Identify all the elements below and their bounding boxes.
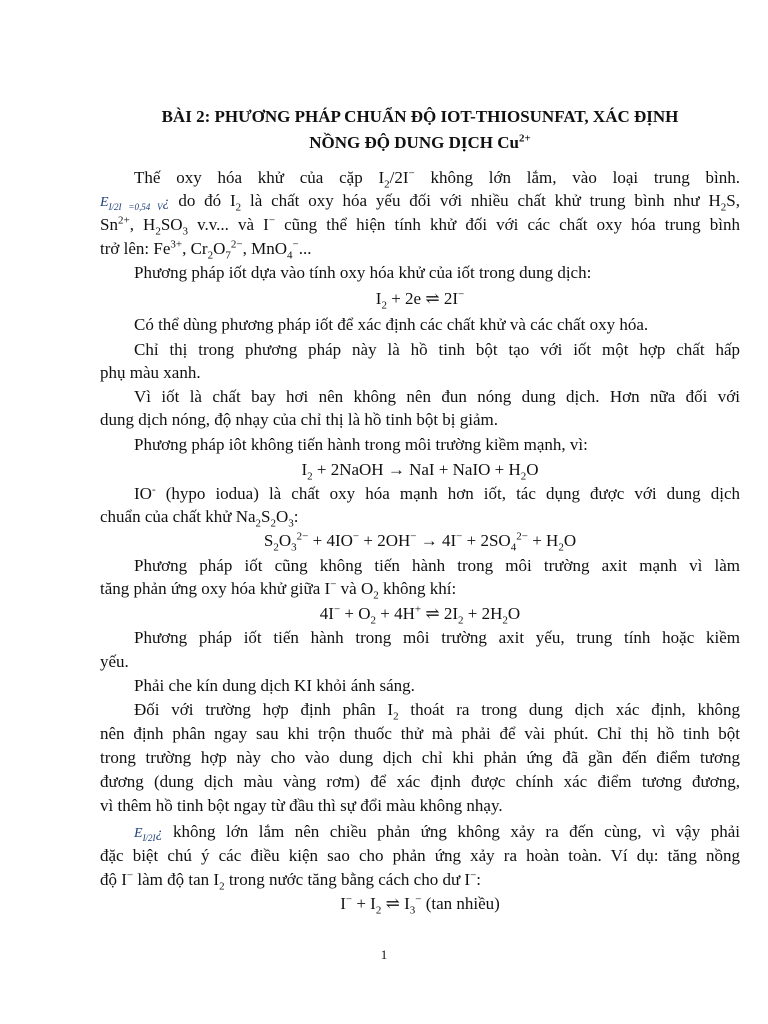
p12-line-1: $E_{I/2I}¿$ không lớn lắm nên chiều phản ứng không xảy ra đến cùng, vì vậy phải	[134, 822, 740, 843]
equation-1: $I_2 + 2e$ ⇌ 2I−	[375, 288, 465, 312]
p8-line-2: tăng phản ứng oxy hóa khử giữa I− và $O_2$ không khí:	[100, 578, 457, 602]
p1-line-1: Thế oxy hóa khử của cặp $I_2/2I^-$ không lớn lắm, vào loại trung bình.	[134, 167, 740, 191]
electrode-potential-formula: $E_{I/2I =0,54 V}¿$	[100, 195, 170, 212]
p1-line-3: $Sn^{2+}$, $H_2SO_3$ v.v... và I− cũng thể hiện tính khử đối với các chất oxy hóa trung bình	[100, 214, 740, 238]
p4-line-1: Chỉ thị trong phương pháp này là hồ tinh bột tạo với iốt một hợp chất hấp	[134, 340, 740, 359]
p8-line-1: Phương pháp iốt cũng không tiến hành trong môi trường axit mạnh vì làm	[134, 556, 740, 575]
p1-line-4: trở lên: $Fe^{3+}$, $Cr_2O_7^{2-}$, MnO$_4$−...	[100, 238, 312, 262]
page-number: 1	[380, 947, 388, 962]
p3-text: Có thể dùng phương pháp iốt để xác định các chất khử và các chất oxy hóa.	[134, 315, 649, 334]
electrode-potential-formula: $E_{I/2I}¿$	[134, 826, 163, 843]
p11-line-5: vì thêm hồ tinh bột ngay từ đầu thì sự đổi màu không nhạy.	[100, 796, 503, 815]
p9-line-2: yếu.	[100, 652, 129, 671]
p1-line-2: $E_{I/2I =0,54 V}¿$ do đó $I_2$ là chất oxy hóa yếu đối với nhiều chất khử trung bình như $H_2S$,	[100, 191, 740, 214]
p6-text: Phương pháp iôt không tiến hành trong môi trường kiềm mạnh, vì:	[134, 435, 588, 454]
p9-line-1: Phương pháp iốt tiến hành trong môi trường axit yếu, trung tính hoặc kiềm	[134, 628, 740, 647]
p11-line-1: Đối với trường hợp định phân $I_2$ thoát ra trong dung dịch xác định, không	[134, 700, 740, 723]
p7-line-1: IO- (hypo iodua) là chất oxy hóa mạnh hơn iốt, tác dụng được với dung dịch	[134, 483, 740, 503]
equation-3: $S_2O_3^{2-} + 4IO^- + 2OH^- \to 4I^- + 2SO_4^{2-} + H_2O$	[263, 530, 577, 554]
p2-text: Phương pháp iốt dựa vào tính oxy hóa khử của iốt trong dung dịch:	[134, 263, 592, 282]
p7-line-2: chuẩn của chất khử $Na_2S_2O_3$:	[100, 507, 299, 530]
p11-line-2: nên định phân ngay sau khi trộn thuốc thử mà phải để vài phút. Chỉ thị hồ tinh bột	[100, 724, 740, 743]
p5-line-1: Vì iốt là chất bay hơi nên không nên đun nóng dung dịch. Hơn nữa đối với	[134, 387, 740, 406]
p4-line-2: phụ màu xanh.	[100, 363, 201, 382]
title-line-2: NỒNG ĐỘ DUNG DỊCH $Cu^{2+}$	[309, 132, 531, 152]
p10-text: Phải che kín dung dịch KI khỏi ánh sáng.	[134, 676, 415, 695]
p5-line-2: dung dịch nóng, độ nhạy của chỉ thị là hồ tinh bột bị giảm.	[100, 410, 499, 429]
p11-line-3: trong trường hợp này cho vào dung dịch chỉ khi phản ứng đã gần đến điểm tương	[100, 748, 740, 767]
equation-4: $4I^- + O_2 + 4H^+$ ⇌ $2I_2 + 2H_2O$	[319, 603, 521, 627]
p12-line-3: độ I− làm độ $\tan I_2$ trong nước tăng bằng cách cho dư I−:	[100, 869, 482, 893]
equation-5: $I^- + I_2$ ⇌ $I_3^-$ (tan nhiều)	[340, 893, 500, 917]
title-line-1: BÀI 2: PHƯƠNG PHÁP CHUẨN ĐỘ IOT-THIOSUNFAT, XÁC ĐỊNH	[161, 107, 679, 126]
equation-2: $I_2$ + 2NaOH → NaI + NaIO + $H_2O$	[301, 460, 539, 483]
p12-line-2: đặc biệt chú ý các điều kiện sao cho phản ứng xảy ra hoàn toàn. Ví dụ: tăng nồng	[100, 846, 740, 865]
p11-line-4: đương (dung dịch màu vàng rơm) để xác định được chính xác điểm tương đương,	[100, 772, 740, 791]
